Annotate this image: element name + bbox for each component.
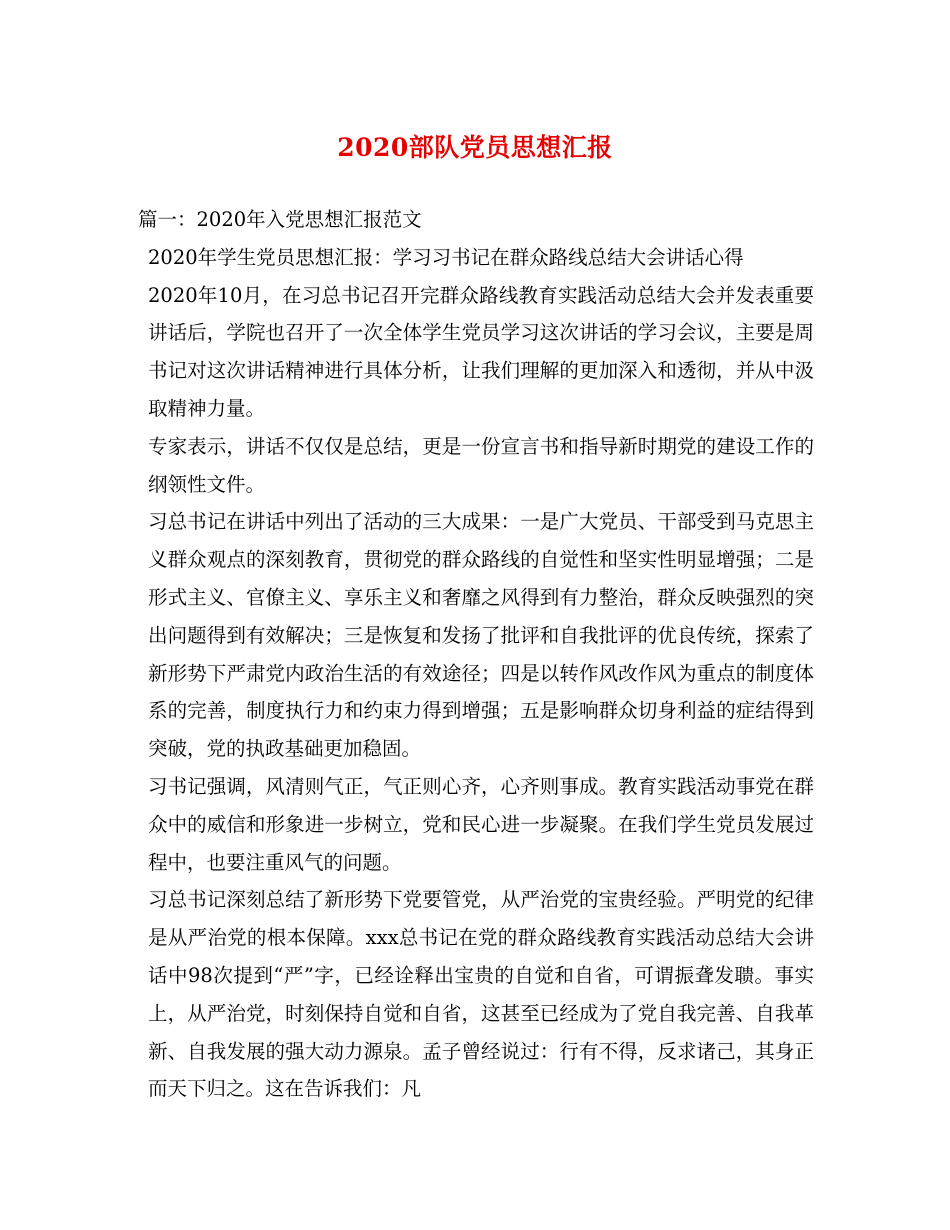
document-title: 2020部队党员思想汇报 bbox=[337, 133, 613, 162]
section-heading: 篇一：2020年入党思想汇报范文 bbox=[138, 208, 422, 231]
document-subtitle: 2020年学生党员思想汇报：学习习书记在群众路线总结大会讲话心得 bbox=[148, 245, 744, 269]
paragraph: 习总书记在讲话中列出了活动的三大成果：一是广大党员、干部受到马克思主义群众观点的深刻教育，贯彻党的群众路线的自觉性和坚实性明显增强；二是形式主义、官僚主义、享乐主义和奢靡之风得到有力整治，群众反映强烈的突出问题得到有效解决；三是恢复和发扬了批评和自我批评的优良传统，探索了新形势下严肃党内政治生活的有效途径；四是以转作风改作风为重点的制度体系的完善，制度执行力和约束力得到增强；五是影响群众切身利益的症结得到突破，党的执政基础更加稳固。 bbox=[148, 510, 814, 761]
paragraph: 习书记强调，风清则气正，气正则心齐，心齐则事成。教育实践活动事党在群众中的威信和形象进一步树立，党和民心进一步凝聚。在我们学生党员发展过程中，也要注重风气的问题。 bbox=[148, 774, 814, 874]
paragraph: 2020年10月，在习总书记召开完群众路线教育实践活动总结大会并发表重要讲话后，学院也召开了一次全体学生党员学习这次讲话的学习会议，主要是周书记对这次讲话精神进行具体分析，让我们理解的更加深入和透彻，并从中汲取精神力量。 bbox=[148, 283, 814, 420]
paragraph: 习总书记深刻总结了新形势下党要管党，从严治党的宝贵经验。严明党的纪律是从严治党的根本保障。xxx总书记在党的群众路线教育实践活动总结大会讲话中98次提到“严”字，已经诠释出宝贵的自觉和自省，可谓振聋发聩。事实上，从严治党，时刻保持自觉和自省，这甚至已经成为了党自我完善、自我革新、自我发展的强大动力源泉。孟子曾经说过：行有不得，反求诸己，其身正而天下归之。这在告诉我们：凡 bbox=[148, 888, 814, 1101]
document-body bbox=[138, 201, 814, 1108]
paragraph: 专家表示，讲话不仅仅是总结，更是一份宣言书和指导新时期党的建设工作的纲领性文件。 bbox=[148, 434, 814, 496]
